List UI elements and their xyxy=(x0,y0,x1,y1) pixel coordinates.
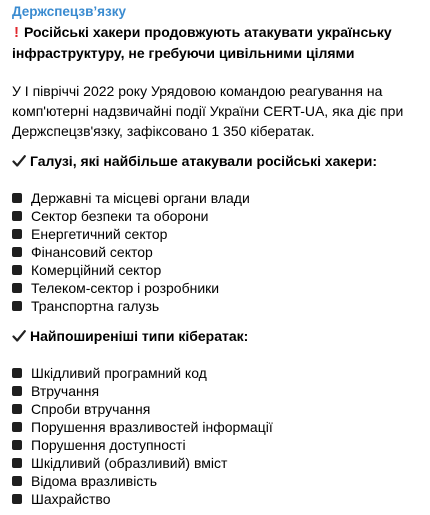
list-item: Комерційний сектор xyxy=(12,261,418,279)
channel-name-link[interactable]: Держспецзв’язку xyxy=(12,4,126,19)
list-item: Телеком-сектор і розробники xyxy=(12,279,418,297)
black-square-icon xyxy=(12,458,22,468)
section-title-text: Найпоширеніші типи кібератак: xyxy=(30,328,249,344)
headline-text: Російські хакери продовжують атакувати українську інфраструктуру, не гребуючи цивільними цілями xyxy=(12,24,392,61)
black-square-icon xyxy=(12,193,22,203)
black-square-icon xyxy=(12,440,22,450)
section-title-attack-types xyxy=(12,326,418,346)
list-item: Сектор безпеки та оборони xyxy=(12,207,418,225)
list-item: Фінансовий сектор xyxy=(12,243,418,261)
check-mark-icon xyxy=(12,154,26,168)
list-item: Відома вразливість xyxy=(12,472,418,490)
list-item: Втручання xyxy=(12,382,418,400)
section-title-industries xyxy=(12,151,418,171)
check-mark-icon xyxy=(12,329,26,343)
black-square-icon xyxy=(12,404,22,414)
list-item: Державні та місцеві органи влади xyxy=(12,189,418,207)
black-square-icon xyxy=(12,229,22,239)
black-square-icon xyxy=(12,494,22,504)
list-item: Шахрайство xyxy=(12,490,418,508)
intro-paragraph: У І півріччі 2022 року Урядовою командою реагування на комп'ютерні надзвичайні події України CERT-UA, яка діє при Держспецзв'язку, зафіксовано 1 350 кібератак. xyxy=(12,83,404,139)
black-square-icon xyxy=(12,265,22,275)
black-square-icon xyxy=(12,368,22,378)
black-square-icon xyxy=(12,422,22,432)
black-square-icon xyxy=(12,301,22,311)
black-square-icon xyxy=(12,386,22,396)
industries-list xyxy=(12,189,418,315)
black-square-icon xyxy=(12,211,22,221)
list-item: Порушення доступності xyxy=(12,436,418,454)
list-item: Шкідливий (образливий) вміст xyxy=(12,454,418,472)
post-headline xyxy=(12,22,418,63)
list-item: Порушення вразливостей інформації xyxy=(12,418,418,436)
section-title-text: Галузі, які найбільше атакували російські хакери: xyxy=(30,153,378,169)
black-square-icon xyxy=(12,283,22,293)
list-item: Спроби втручання xyxy=(12,400,418,418)
list-item: Транспортна галузь xyxy=(12,297,418,315)
black-square-icon xyxy=(12,247,22,257)
attack-types-list xyxy=(12,364,418,508)
list-item: Енергетичний сектор xyxy=(12,225,418,243)
black-square-icon xyxy=(12,476,22,486)
list-item: Шкідливий програмний код xyxy=(12,364,418,382)
exclamation-icon: ! xyxy=(14,24,19,41)
